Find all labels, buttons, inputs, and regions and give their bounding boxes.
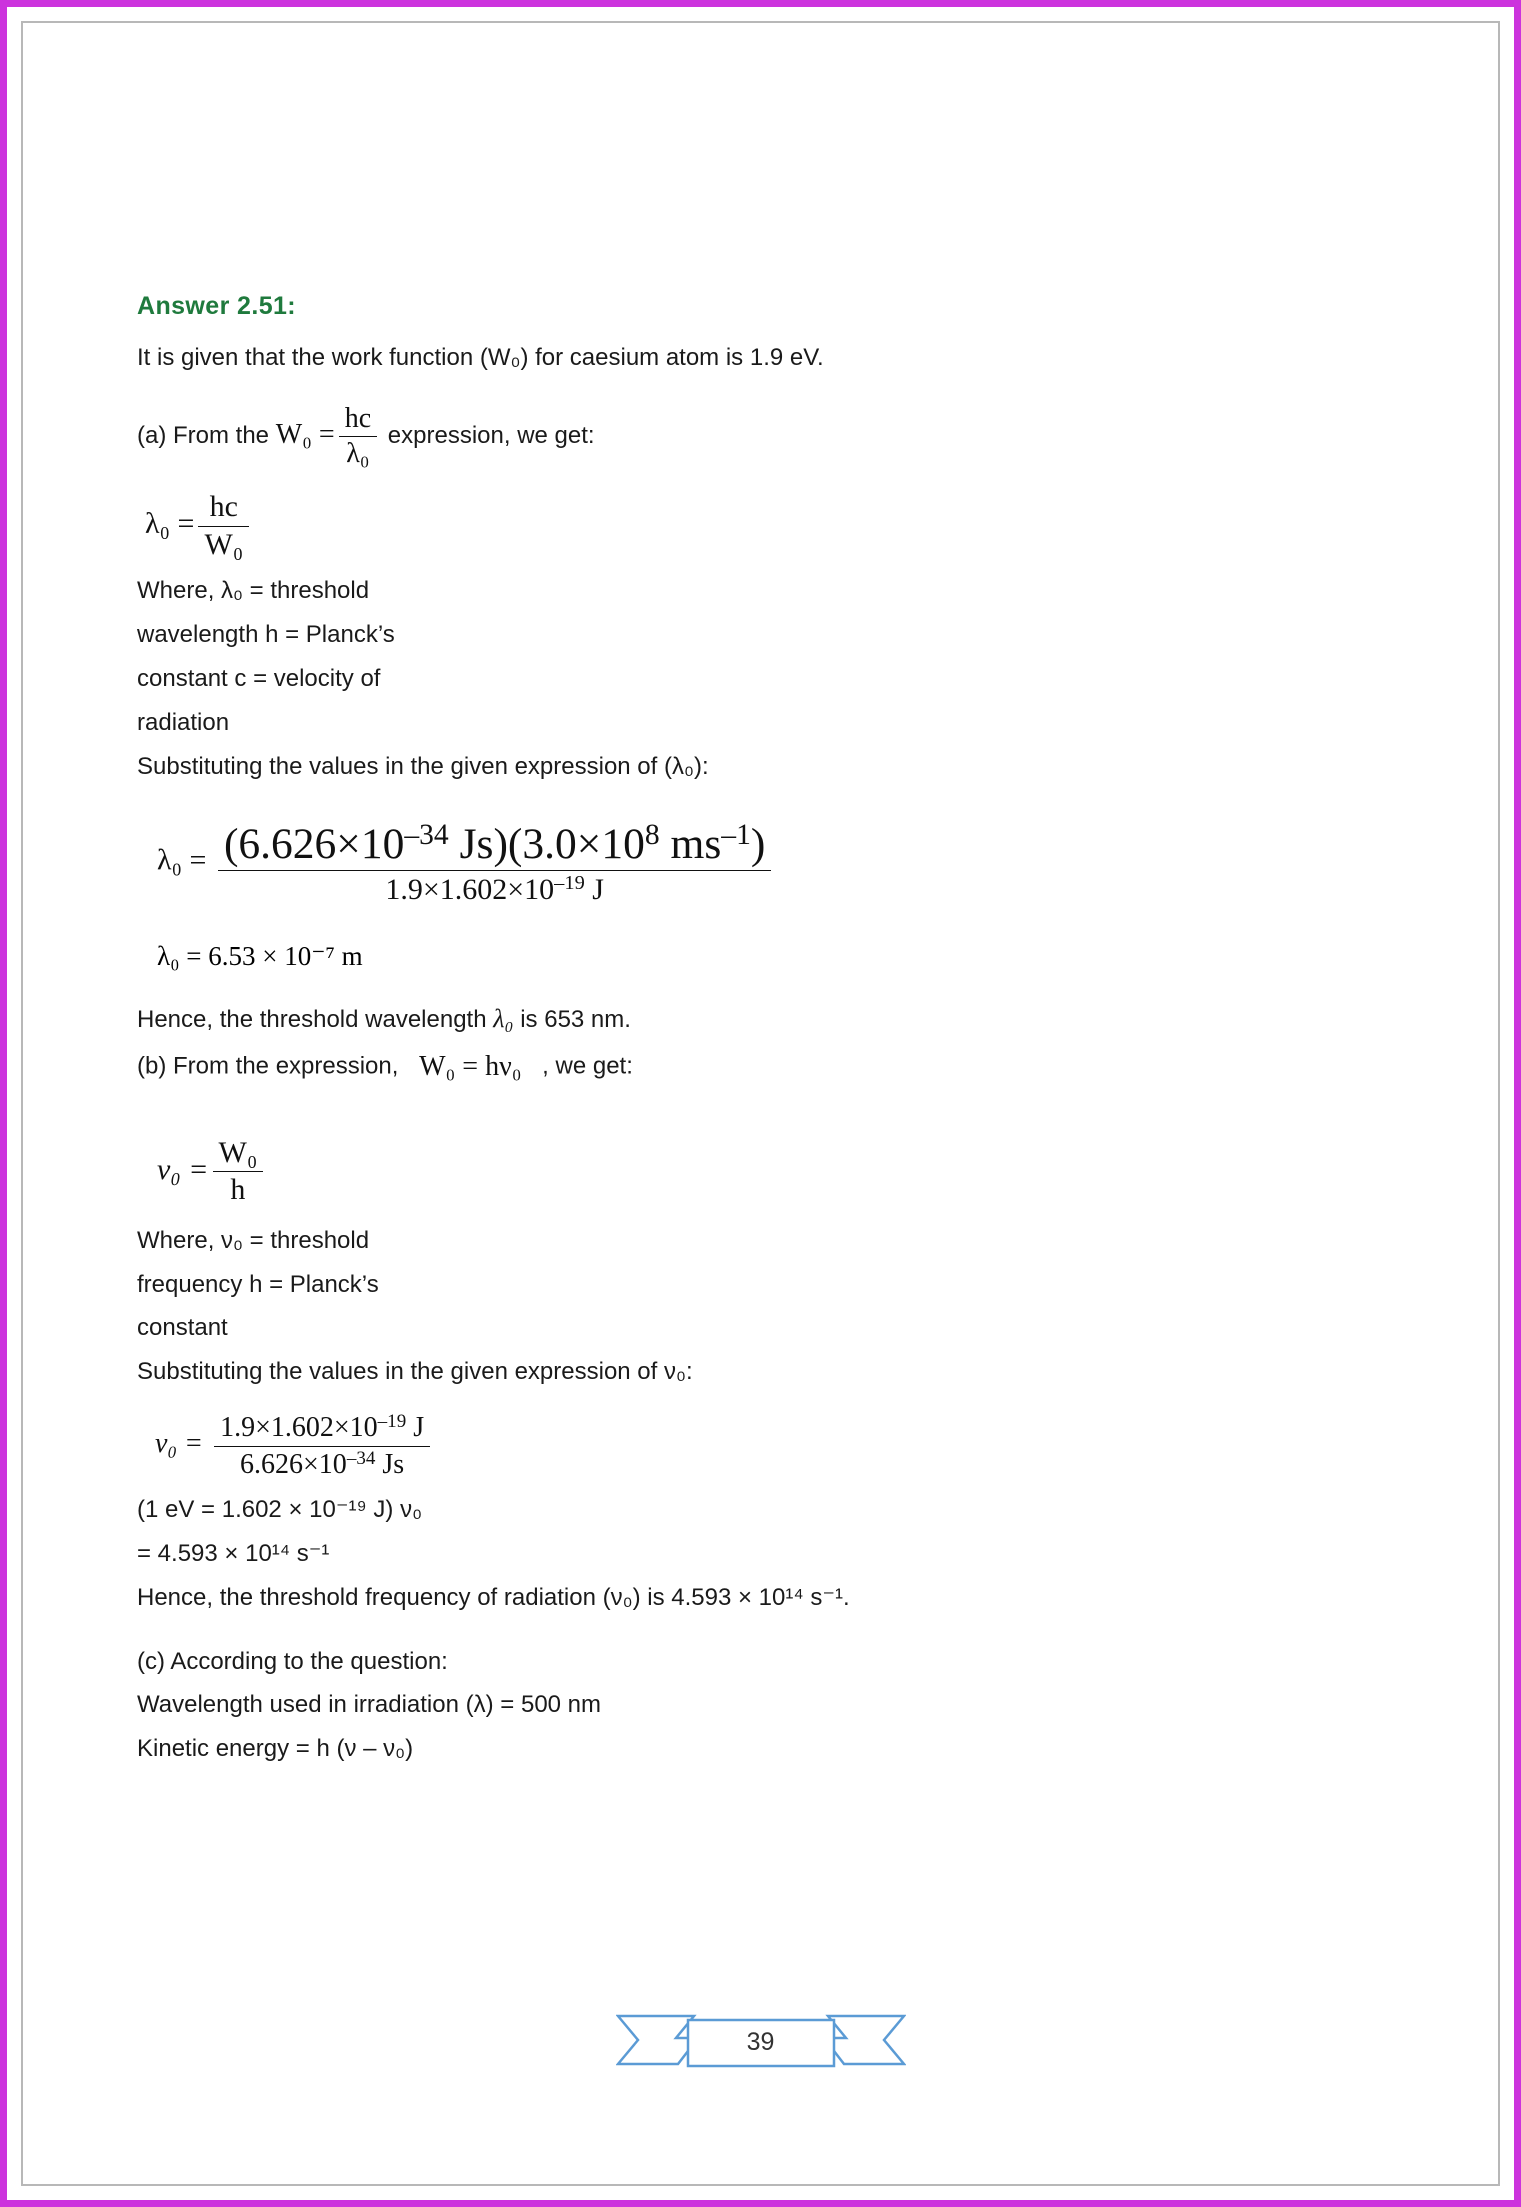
- fraction-denominator: W₀: [204, 527, 244, 561]
- part-a-lead: [137, 403, 1397, 470]
- den-exp: –34: [346, 1447, 376, 1469]
- where-line-3: constant c = velocity of: [137, 665, 381, 693]
- formula-w0-hc-lambda: [276, 403, 381, 470]
- equation-lhs: ν₀ =: [155, 1428, 204, 1460]
- fraction-numerator: [218, 818, 771, 871]
- where-line-2: wavelength h = Planck’s: [137, 621, 395, 649]
- part-c-line-2: Kinetic energy = h (ν – ν₀): [137, 1735, 414, 1763]
- where-b-line-1: Where, ν₀ = threshold: [137, 1226, 370, 1254]
- fraction-numerator: W₀: [213, 1136, 264, 1173]
- den-right: Js: [375, 1448, 405, 1480]
- where-b-line-2: frequency h = Planck’s: [137, 1270, 379, 1298]
- num-right-exp: –1: [721, 818, 751, 851]
- conclusion-before: Hence, the threshold wavelength: [137, 1006, 487, 1034]
- numerator-text: [224, 820, 765, 868]
- equation-lhs: λ₀ =: [145, 507, 195, 541]
- conclusion-lambda-symbol: λ₀: [493, 1004, 514, 1034]
- page-content: [137, 292, 1397, 1774]
- formula-w0-lhs: W₀ =: [275, 419, 335, 451]
- num-left-exp: –34: [404, 818, 449, 851]
- fraction-denominator: h: [230, 1173, 246, 1207]
- where-line-1: Where, λ₀ = threshold: [137, 577, 370, 605]
- den-left: 1.9×1.602×10: [385, 872, 555, 906]
- part-a-lead-after: expression, we get:: [387, 421, 595, 449]
- part-b-substituting: Substituting the values in the given expression of ν₀:: [137, 1358, 693, 1386]
- part-b-conclusion: Hence, the threshold frequency of radiation (ν₀) is 4.593 × 10¹⁴ s⁻¹.: [137, 1583, 850, 1611]
- fraction-numerator: hc: [339, 403, 377, 437]
- fraction-substituted: [214, 1411, 430, 1481]
- formula-w0-equals-h-nu0: W₀ = hν₀: [419, 1051, 522, 1083]
- num-left: (6.626×10: [223, 820, 405, 868]
- part-c-line-1: Wavelength used in irradiation (λ) = 500 nm: [137, 1691, 602, 1719]
- equation-nu0-substituted: [155, 1411, 434, 1481]
- where-b-line-3: constant: [137, 1314, 228, 1342]
- num-exp: –19: [377, 1411, 407, 1433]
- part-a-substituting: Substituting the values in the given expression of (λ₀):: [137, 752, 709, 780]
- page-footer: [7, 2006, 1514, 2080]
- num-right: ms: [659, 820, 722, 868]
- equation-lambda0-equals-hc-over-w0: [145, 490, 253, 562]
- fraction-hc-over-w0: [198, 490, 249, 562]
- part-b-lead-before: (b) From the expression,: [137, 1052, 399, 1080]
- num-mid-exp: 8: [644, 818, 660, 851]
- conclusion-after: is 653 nm.: [520, 1006, 631, 1034]
- fraction-w0-over-h: [213, 1136, 264, 1208]
- fraction-denominator: [218, 871, 771, 907]
- part-b-ev-note: (1 eV = 1.602 × 10⁻¹⁹ J) ν₀: [137, 1495, 423, 1523]
- intro-paragraph: It is given that the work function (W₀) for caesium atom is 1.9 eV.: [137, 344, 824, 371]
- fraction-denominator: λ₀: [346, 438, 370, 470]
- equation-nu0-equals-w0-over-h: [157, 1136, 267, 1208]
- den-exp: –19: [554, 872, 585, 895]
- num-right: J: [406, 1412, 425, 1444]
- part-b-lead: [137, 1045, 1397, 1089]
- equation-lhs: ν₀ =: [157, 1152, 209, 1186]
- part-b-value: = 4.593 × 10¹⁴ s⁻¹: [137, 1539, 330, 1567]
- num-close: ): [750, 820, 766, 868]
- den-right: J: [584, 872, 604, 906]
- num-mid: Js)(3.0×10: [448, 820, 645, 868]
- part-a-lead-before: (a) From the: [137, 421, 270, 449]
- num-left: 1.9×1.602×10: [220, 1412, 378, 1444]
- part-c-lead: (c) According to the question:: [137, 1647, 448, 1675]
- fraction-hc-over-lambda0: [339, 403, 377, 470]
- answer-heading: Answer 2.51:: [137, 292, 297, 320]
- equation-lhs: λ₀ =: [157, 843, 207, 877]
- fraction-denominator: [214, 1447, 430, 1481]
- equation-lambda0-result: λ₀ = 6.53 × 10⁻⁷ m: [157, 941, 363, 972]
- where-line-4: radiation: [137, 709, 230, 736]
- fraction-substituted: [218, 818, 771, 907]
- fraction-numerator: [214, 1411, 430, 1446]
- page-number: 39: [746, 2028, 775, 2056]
- den-left: 6.626×10: [240, 1448, 347, 1480]
- fraction-numerator: hc: [198, 490, 249, 527]
- equation-lambda0-substituted: [157, 818, 775, 907]
- part-b-lead-after: , we get:: [542, 1052, 633, 1080]
- page-number-ribbon: [616, 2006, 906, 2080]
- part-a-conclusion: [137, 998, 1397, 1039]
